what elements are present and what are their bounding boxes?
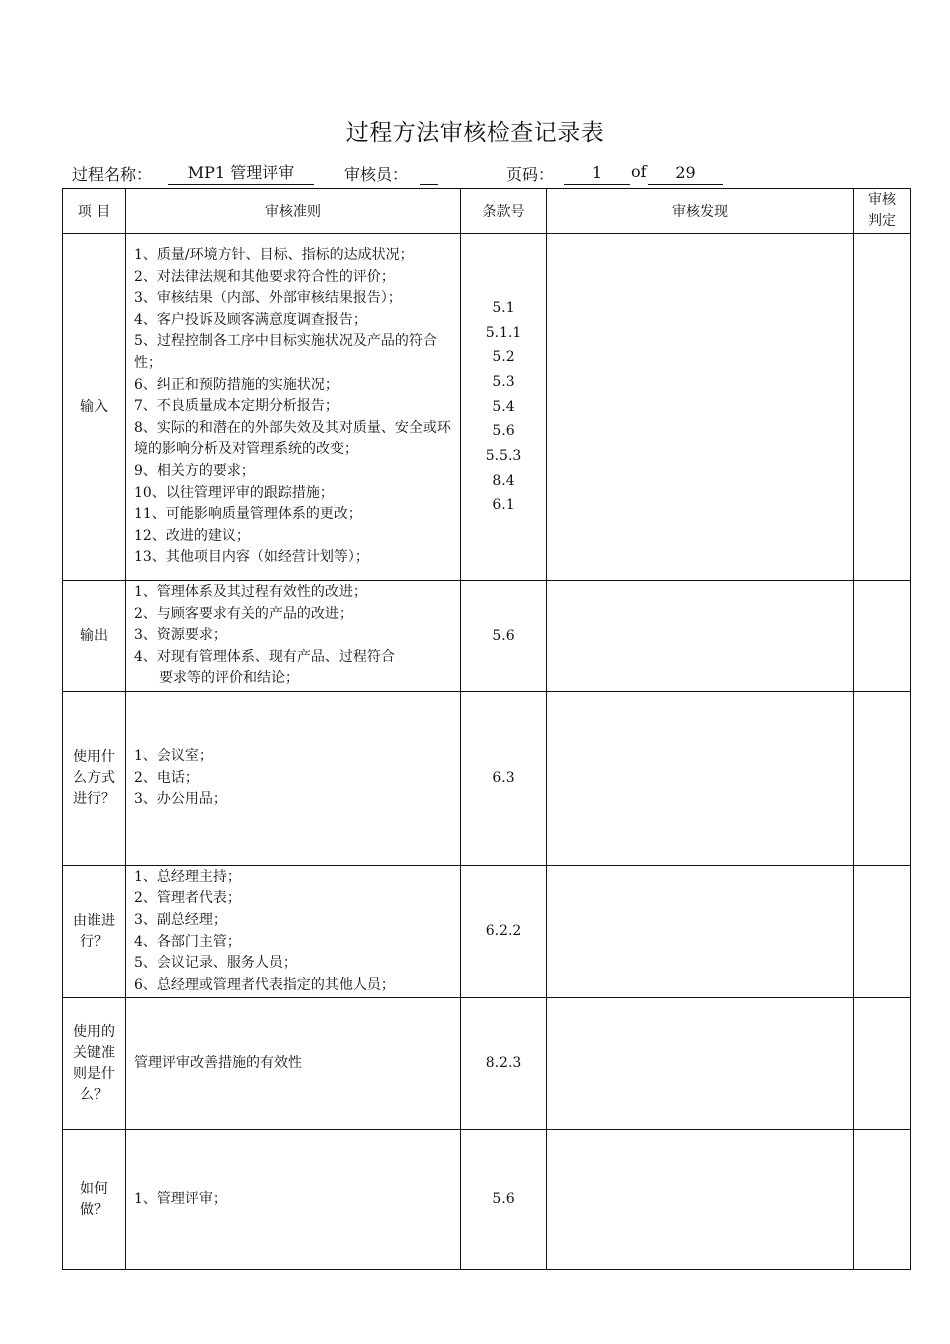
row-finding[interactable] [547, 692, 854, 866]
row-item: 使用什么方式进行？ [63, 692, 126, 866]
row-criteria [126, 866, 461, 998]
criteria-line: 8、实际的和潜在的外部失效及其对质量、安全或环境的影响分析及对管理系统的改变； [134, 419, 451, 458]
criteria-line: 6、总经理或管理者代表指定的其他人员； [134, 976, 395, 993]
document-title: 过程方法审核检查记录表 [345, 120, 605, 146]
criteria-line: 9、相关方的要求； [134, 462, 255, 479]
row-criteria [126, 998, 461, 1130]
clause-number: 5.1.1 [485, 324, 522, 341]
clause-number: 5.4 [492, 398, 515, 415]
criteria-line: 2、电话； [134, 769, 199, 786]
criteria-line: 4、对现有管理体系、现有产品、过程符合 [134, 648, 395, 665]
page-label: 页码： [506, 165, 555, 184]
criteria-line: 6、纠正和预防措施的实施状况； [134, 376, 339, 393]
table-row [63, 692, 911, 866]
clause-number: 5.3 [492, 373, 515, 390]
clause-number: 5.5.3 [485, 448, 522, 465]
criteria-line: 1、管理体系及其过程有效性的改进； [134, 584, 367, 601]
criteria-line: 5、会议记录、服务人员； [134, 955, 297, 972]
row-item: 由谁进行？ [63, 866, 126, 998]
auditor-value [420, 162, 438, 185]
clause-number: 5.6 [492, 423, 515, 440]
clause-number: 6.2.2 [485, 923, 522, 940]
criteria-line: 10、以往管理评审的跟踪措施； [134, 484, 334, 501]
criteria-line: 1、总经理主持； [134, 868, 241, 885]
header-judgment [854, 189, 911, 234]
clause-number: 8.2.3 [485, 1055, 522, 1072]
row-finding[interactable] [547, 234, 854, 581]
row-clauses [461, 1130, 547, 1270]
row-criteria [126, 1130, 461, 1270]
row-clauses [461, 581, 547, 692]
criteria-line: 4、各部门主管； [134, 933, 241, 950]
criteria-line: 4、客户投诉及顾客满意度调查报告； [134, 311, 367, 328]
process-name-value [168, 162, 314, 185]
criteria-line: 2、对法律法规和其他要求符合性的评价； [134, 268, 395, 285]
row-finding[interactable] [547, 866, 854, 998]
table-row [63, 998, 911, 1130]
page-current [564, 162, 630, 185]
criteria-line: 3、资源要求； [134, 627, 227, 644]
clause-number: 6.3 [492, 770, 515, 787]
row-judgment[interactable] [854, 234, 911, 581]
auditor-label: 审核员： [344, 165, 409, 184]
page-total-text: 29 [675, 163, 696, 182]
clause-number: 6.1 [492, 497, 515, 514]
process-name-text: MP1 管理评审 [187, 163, 295, 182]
criteria-line: 13、其他项目内容（如经营计划等）； [134, 549, 369, 566]
criteria-line: 2、管理者代表； [134, 890, 241, 907]
document-meta [72, 162, 912, 188]
table-row [63, 866, 911, 998]
row-clauses [461, 866, 547, 998]
page-total [648, 162, 723, 185]
page-current-text: 1 [591, 163, 603, 182]
table-row [63, 1130, 911, 1270]
row-finding[interactable] [547, 998, 854, 1130]
row-judgment[interactable] [854, 998, 911, 1130]
row-judgment[interactable] [854, 866, 911, 998]
header-criteria: 审核准则 [126, 189, 461, 234]
clause-number: 8.4 [492, 472, 515, 489]
row-item: 使用的关键准则是什么？ [63, 998, 126, 1130]
row-item: 输出 [63, 581, 126, 692]
table-header-row [63, 189, 911, 234]
row-judgment[interactable] [854, 692, 911, 866]
criteria-line: 7、不良质量成本定期分析报告； [134, 398, 339, 415]
row-item: 如何做？ [63, 1130, 126, 1270]
criteria-line: 要求等的评价和结论； [159, 670, 299, 687]
table-row [63, 234, 911, 581]
header-item: 项 目 [63, 189, 126, 234]
header-finding: 审核发现 [547, 189, 854, 234]
clause-number: 5.2 [492, 349, 515, 366]
row-criteria [126, 581, 461, 692]
clause-number: 5.1 [492, 299, 515, 316]
criteria-line: 11、可能影响质量管理体系的更改； [134, 506, 362, 523]
row-item: 输入 [63, 234, 126, 581]
process-name-label: 过程名称： [72, 165, 153, 184]
criteria-line: 3、审核结果（内部、外部审核结果报告）； [134, 290, 402, 307]
criteria-line: 3、办公用品； [134, 791, 227, 808]
criteria-line: 1、质量/环境方针、目标、指标的达成状况； [134, 247, 414, 264]
page-of: of [631, 162, 647, 181]
row-finding[interactable] [547, 1130, 854, 1270]
row-judgment[interactable] [854, 581, 911, 692]
row-clauses [461, 998, 547, 1130]
criteria-line: 3、副总经理； [134, 911, 227, 928]
audit-table [62, 188, 911, 1270]
row-finding[interactable] [547, 581, 854, 692]
criteria-line: 5、过程控制各工序中目标实施状况及产品的符合性； [134, 333, 437, 372]
criteria-line: 1、会议室； [134, 748, 213, 765]
row-judgment[interactable] [854, 1130, 911, 1270]
row-clauses [461, 692, 547, 866]
row-clauses [461, 234, 547, 581]
clause-number: 5.6 [492, 627, 515, 644]
row-criteria [126, 692, 461, 866]
criteria-line: 12、改进的建议； [134, 527, 250, 544]
table-row [63, 581, 911, 692]
criteria-line: 管理评审改善措施的有效性 [134, 1054, 302, 1071]
header-clause: 条款号 [461, 189, 547, 234]
header-judgment-text: 审核判定 [868, 192, 896, 229]
clause-number: 5.6 [492, 1191, 515, 1208]
row-criteria [126, 234, 461, 581]
criteria-line: 2、与顾客要求有关的产品的改进； [134, 605, 353, 622]
criteria-line: 1、管理评审； [134, 1190, 227, 1207]
